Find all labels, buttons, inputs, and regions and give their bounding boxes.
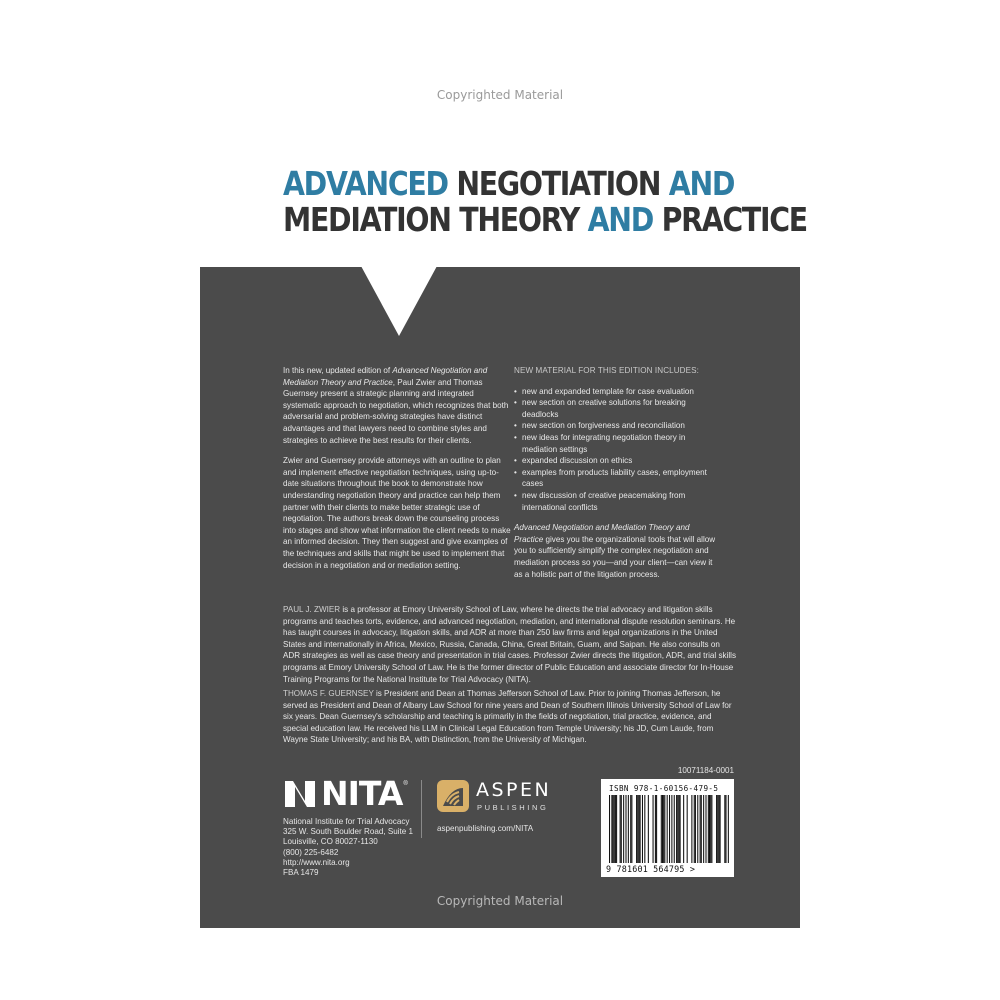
address-line: Louisville, CO 80027-1130 (283, 837, 378, 847)
nita-trademark: ® (403, 781, 408, 787)
barcode-bar (616, 795, 617, 863)
barcode-bar (630, 795, 631, 863)
barcode-bar (663, 795, 664, 863)
barcode-bar (621, 795, 622, 863)
new-material-heading: NEW MATERIAL FOR THIS EDITION INCLUDES: (514, 366, 699, 375)
new-material-column (514, 365, 719, 589)
barcode-bar (720, 795, 721, 863)
barcode-bar (677, 795, 678, 863)
barcode-bar (614, 795, 615, 863)
barcode-bar (656, 795, 657, 863)
isbn-barcode (601, 779, 734, 877)
aspen-logo-icon (437, 780, 469, 812)
author-bio-text-zwier: is a professor at Emory University School of Law, where he directs the trial advocacy and litigation skills programs and teaches torts, evidence, and advanced negotiation, mediation, and international dispute resolution seminars. He has taught courses in advocacy, litigation skills, and ADR at more than 250 law firms and legal organizations in the United States and internationally in Africa, Mexico, Russia, Canada, China, Great Britain, Guam, and Saipan. He also consults on ADR strategies as well as case theory and presentation in trial cases. Professor Zwier directs the litigation, ADR, and trial skills programs at Emory University School of Law. He is the former director of Public Education and associate director for In-House Training Programs for the National Institute for Trial Advocacy (NITA). (283, 605, 736, 684)
barcode-bar (636, 795, 637, 863)
barcode-bar (725, 795, 726, 863)
barcode-bar (631, 795, 632, 863)
author-bio-zwier (283, 604, 738, 685)
barcode-bar (694, 795, 695, 863)
desc-p1-book-title: Advanced Negotiation and Mediation Theory and Practice (283, 366, 488, 387)
barcode-bar (638, 795, 639, 863)
barcode-bar (718, 795, 719, 863)
barcode-bar (653, 795, 654, 863)
barcode-bar (655, 795, 656, 863)
barcode-bar (642, 795, 643, 863)
aspen-url: aspenpublishing.com/NITA (437, 824, 534, 833)
barcode-bar (705, 795, 706, 863)
book-title (283, 164, 807, 239)
barcode-bar (728, 795, 729, 863)
barcode-bar (662, 795, 663, 863)
barcode-bar (644, 795, 645, 863)
list-item: • examples from products liability cases, employment cases (514, 467, 719, 490)
address-line: FBA 1479 (283, 868, 319, 878)
copyright-watermark-top: Copyrighted Material (436, 88, 564, 102)
title-word-and-2: AND (587, 200, 654, 239)
barcode-bar (640, 795, 641, 863)
barcode-bar (648, 795, 649, 863)
aspen-wordmark: ASPEN (476, 779, 552, 801)
nita-wordmark: NITA (321, 774, 403, 813)
barcode-bar (664, 795, 665, 863)
barcode-bar (637, 795, 638, 863)
list-item: • new discussion of creative peacemaking from international conflicts (514, 490, 719, 513)
barcode-bar (691, 795, 692, 863)
barcode-bar (724, 795, 725, 863)
title-line-2 (283, 200, 807, 239)
nita-mark-icon (283, 779, 317, 809)
closing-book-title: Advanced Negotiation and Mediation Theory and Practice (514, 523, 690, 544)
barcode-bar (701, 795, 702, 863)
author-name-guernsey: THOMAS F. GUERNSEY (283, 689, 374, 698)
barcode-bar (703, 795, 704, 863)
aspen-subtitle: PUBLISHING (477, 803, 549, 812)
ean-digits: 9 781601 564795 > (606, 864, 696, 874)
address-line: National Institute for Trial Advocacy (283, 817, 410, 826)
title-word-practice: PRACTICE (653, 200, 807, 239)
barcode-bar (676, 795, 677, 863)
description-paragraph-2: Zwier and Guernsey provide attorneys with an outline to plan and implement effective negotiation techniques, using up-to-date situations throughout the book to demonstrate how understanding negotiation theory and practice can help them partner with their clients to make better strategic use of negotiation. The authors break down the counseling process into stages and show what information the client needs to make an informed decision. They then suggest and give examples of the techniques and skills that might be used to implement that decision in a negotiation and or mediation setting. (283, 456, 511, 570)
barcode-bar (687, 795, 688, 863)
barcode-bar (623, 795, 624, 863)
barcode-bar (697, 795, 698, 863)
barcode-bar (678, 795, 679, 863)
barcode-bar (695, 795, 696, 863)
list-item: • new section on creative solutions for breaking deadlocks (514, 397, 719, 420)
list-item: • expanded discussion on ethics (514, 455, 719, 467)
barcode-bar (716, 795, 717, 863)
panel-notch (361, 266, 437, 336)
address-line: 325 W. South Boulder Road, Suite 1 (283, 827, 414, 837)
address-line: http://www.nita.org (283, 857, 350, 867)
desc-p1-post: , Paul Zwier and Thomas Guernsey present a strategic planning and integrated systematic approach to negotiation, which recognizes that both adversarial and problem-solving strategies have distinct advantages and that lawyers need to combine styles and strategies to achieve the best results for their clients. (283, 377, 509, 445)
barcode-bar (710, 795, 711, 863)
barcode-bar (711, 795, 712, 863)
closing-paragraph (514, 522, 719, 580)
barcode-bar (667, 795, 668, 863)
barcode-bar (628, 795, 629, 863)
barcode-bar (717, 795, 718, 863)
isbn-label: ISBN 978-1-60156-479-5 (609, 784, 719, 793)
copyright-watermark-bottom: Copyrighted Material (436, 894, 564, 908)
barcode-bar (671, 795, 672, 863)
title-word-advanced: ADVANCED (283, 164, 448, 203)
barcode-bar (700, 795, 701, 863)
nita-logo (283, 774, 408, 813)
barcode-bar (611, 795, 612, 863)
barcode-bar (683, 795, 684, 863)
title-word-mediation: MEDIATION THEORY (283, 200, 588, 239)
barcode-bar (708, 795, 709, 863)
description-column (283, 365, 513, 580)
barcode-bar (613, 795, 614, 863)
barcode-bar (625, 795, 626, 863)
list-item: • new and expanded template for case evaluation (514, 386, 719, 398)
barcode-bar (674, 795, 675, 863)
barcode-bar (680, 795, 681, 863)
author-bio-guernsey (283, 688, 738, 746)
title-line-1 (283, 164, 734, 203)
closing-text: gives you the organizational tools that will allow you to sufficiently simplify the complex negotiation and mediation process so you—and your client—can view it as a holistic part of the litigation process. (514, 534, 716, 579)
publisher-divider (421, 780, 422, 838)
list-item: • new section on forgiveness and reconciliation (514, 420, 719, 432)
description-paragraph-1 (283, 365, 513, 446)
barcode-bar (615, 795, 616, 863)
desc-p1-pre: In this new, updated edition of (283, 366, 393, 375)
barcode-bars (609, 795, 729, 863)
author-name-zwier: PAUL J. ZWIER (283, 605, 341, 614)
barcode-bar (661, 795, 662, 863)
nita-address (283, 817, 413, 878)
barcode-bar (669, 795, 670, 863)
barcode-bar (709, 795, 710, 863)
title-word-negotiation: NEGOTIATION (447, 164, 669, 203)
list-item: • new ideas for integrating negotiation theory in mediation settings (514, 432, 719, 455)
barcode-bar (620, 795, 621, 863)
address-line: (800) 225-6482 (283, 847, 339, 857)
author-bio-text-guernsey: is President and Dean at Thomas Jefferson School of Law. Prior to joining Thomas Jefferson, he served as President and Dean of Albany Law School for nine years and Dean of Southern Illinois University School of Law for six years. Dean Guernsey's scholarship and teaching is primarily in the fields of negotiation, trial practice, evidence, and special education law. He received his LLM in Clinical Legal Education from Temple University; his JD, Cum Laude, from Wayne State University; and his BA, with Distinction, from the University of Michigan. (283, 689, 732, 745)
barcode-bar (609, 795, 610, 863)
title-word-and-1: AND (668, 164, 735, 203)
new-material-list (514, 386, 719, 514)
product-code: 10071184-0001 (677, 766, 734, 775)
